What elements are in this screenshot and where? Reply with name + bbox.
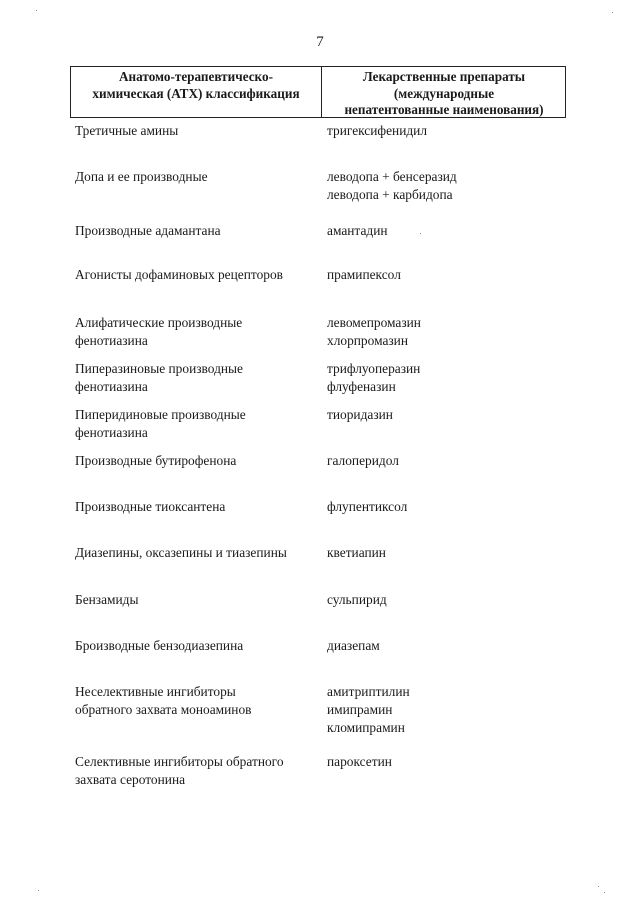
row-atx-group (75, 314, 242, 350)
row-drug-list (327, 314, 421, 350)
drug-name: сульпирид (327, 592, 387, 607)
drug-name: имипрамин (327, 702, 393, 717)
drug-name: флупентиксол (327, 499, 408, 514)
row-atx-group (75, 637, 243, 655)
row-atx-group (75, 591, 138, 609)
header-line: (международные (393, 85, 495, 101)
atx-line: Агонисты дофаминовых рецепторов (75, 267, 283, 282)
atx-line: Неселективные ингибиторы (75, 684, 236, 699)
scan-speck (598, 886, 599, 887)
header-line: Лекарственные препараты (362, 69, 526, 84)
row-atx-group (75, 683, 252, 719)
atx-line: Производные адамантана (75, 223, 221, 238)
atx-line: Селективные ингибиторы обратного (75, 754, 284, 769)
atx-line: Допа и ее производные (75, 169, 208, 184)
drug-name: кветиапин (327, 545, 386, 560)
header-line: непатентованные наименования) (344, 102, 544, 117)
row-atx-group (75, 406, 246, 442)
atx-line: фенотиазина (75, 333, 148, 348)
row-drug-list (327, 122, 427, 140)
atx-line: Производные тиоксантена (75, 499, 226, 514)
atx-line: захвата серотонина (75, 772, 186, 787)
header-line: Анатомо-терапевтическо- (119, 69, 273, 84)
scan-speck (36, 10, 37, 11)
row-drug-list (327, 452, 399, 470)
scan-speck (38, 890, 39, 891)
table-header (70, 66, 566, 118)
atx-line: фенотиазина (75, 425, 148, 440)
atx-line: Диазепины, оксазепины и тиазепины (75, 545, 287, 560)
atx-line: фенотиазина (75, 379, 148, 394)
atx-line: Пиперидиновые производные (75, 407, 246, 422)
drug-name: диазепам (327, 638, 380, 653)
header-atx-classification (71, 69, 321, 102)
row-atx-group (75, 360, 243, 396)
row-drug-list (327, 168, 457, 204)
row-drug-list (327, 591, 387, 609)
scan-speck (612, 12, 613, 13)
row-drug-list (327, 360, 420, 396)
drug-name: прамипексол (327, 267, 401, 282)
drug-name: пароксетин (327, 754, 392, 769)
row-atx-group (75, 122, 178, 140)
drug-name: галоперидол (327, 453, 399, 468)
drug-name: флуфеназин (327, 379, 396, 394)
drug-name: амитриптилин (327, 684, 410, 699)
row-drug-list (327, 406, 393, 424)
atx-line: Третичные амины (75, 123, 179, 138)
header-divider (321, 67, 322, 117)
row-drug-list (327, 637, 380, 655)
atx-line: Броизводные бензодиазепина (75, 638, 244, 653)
row-drug-list (327, 266, 401, 284)
row-atx-group (75, 168, 208, 186)
row-atx-group (75, 266, 283, 284)
drug-name: амантадин (327, 223, 388, 238)
header-line: химическая (АТХ) классификация (92, 85, 300, 101)
row-atx-group (75, 544, 287, 562)
row-atx-group (75, 498, 225, 516)
drug-name: хлорпромазин (327, 333, 409, 348)
drug-name: левомепромазин (327, 315, 421, 330)
row-atx-group (75, 452, 236, 470)
row-drug-list (327, 753, 392, 771)
row-drug-list (327, 498, 407, 516)
header-drug-names (323, 69, 565, 119)
row-atx-group (75, 222, 221, 240)
atx-line: Производные бутирофенона (75, 453, 237, 468)
drug-name: леводопа + карбидопа (327, 187, 453, 202)
scan-speck (420, 233, 421, 234)
drug-name: трифлуоперазин (327, 361, 421, 376)
row-drug-list (327, 222, 388, 240)
atx-line: Бензамиды (75, 592, 139, 607)
drug-name: тиоридазин (327, 407, 393, 422)
page-number: 7 (316, 34, 324, 50)
drug-name: тригексифенидил (327, 123, 428, 138)
scan-speck (604, 892, 605, 893)
row-drug-list (327, 683, 410, 737)
row-drug-list (327, 544, 386, 562)
drug-name: кломипрамин (327, 720, 405, 735)
row-atx-group (75, 753, 284, 789)
atx-line: Алифатические производные (75, 315, 243, 330)
atx-line: Пиперазиновые производные (75, 361, 243, 376)
drug-name: леводопа + бенсеразид (327, 169, 457, 184)
atx-line: обратного захвата моноаминов (75, 702, 252, 717)
